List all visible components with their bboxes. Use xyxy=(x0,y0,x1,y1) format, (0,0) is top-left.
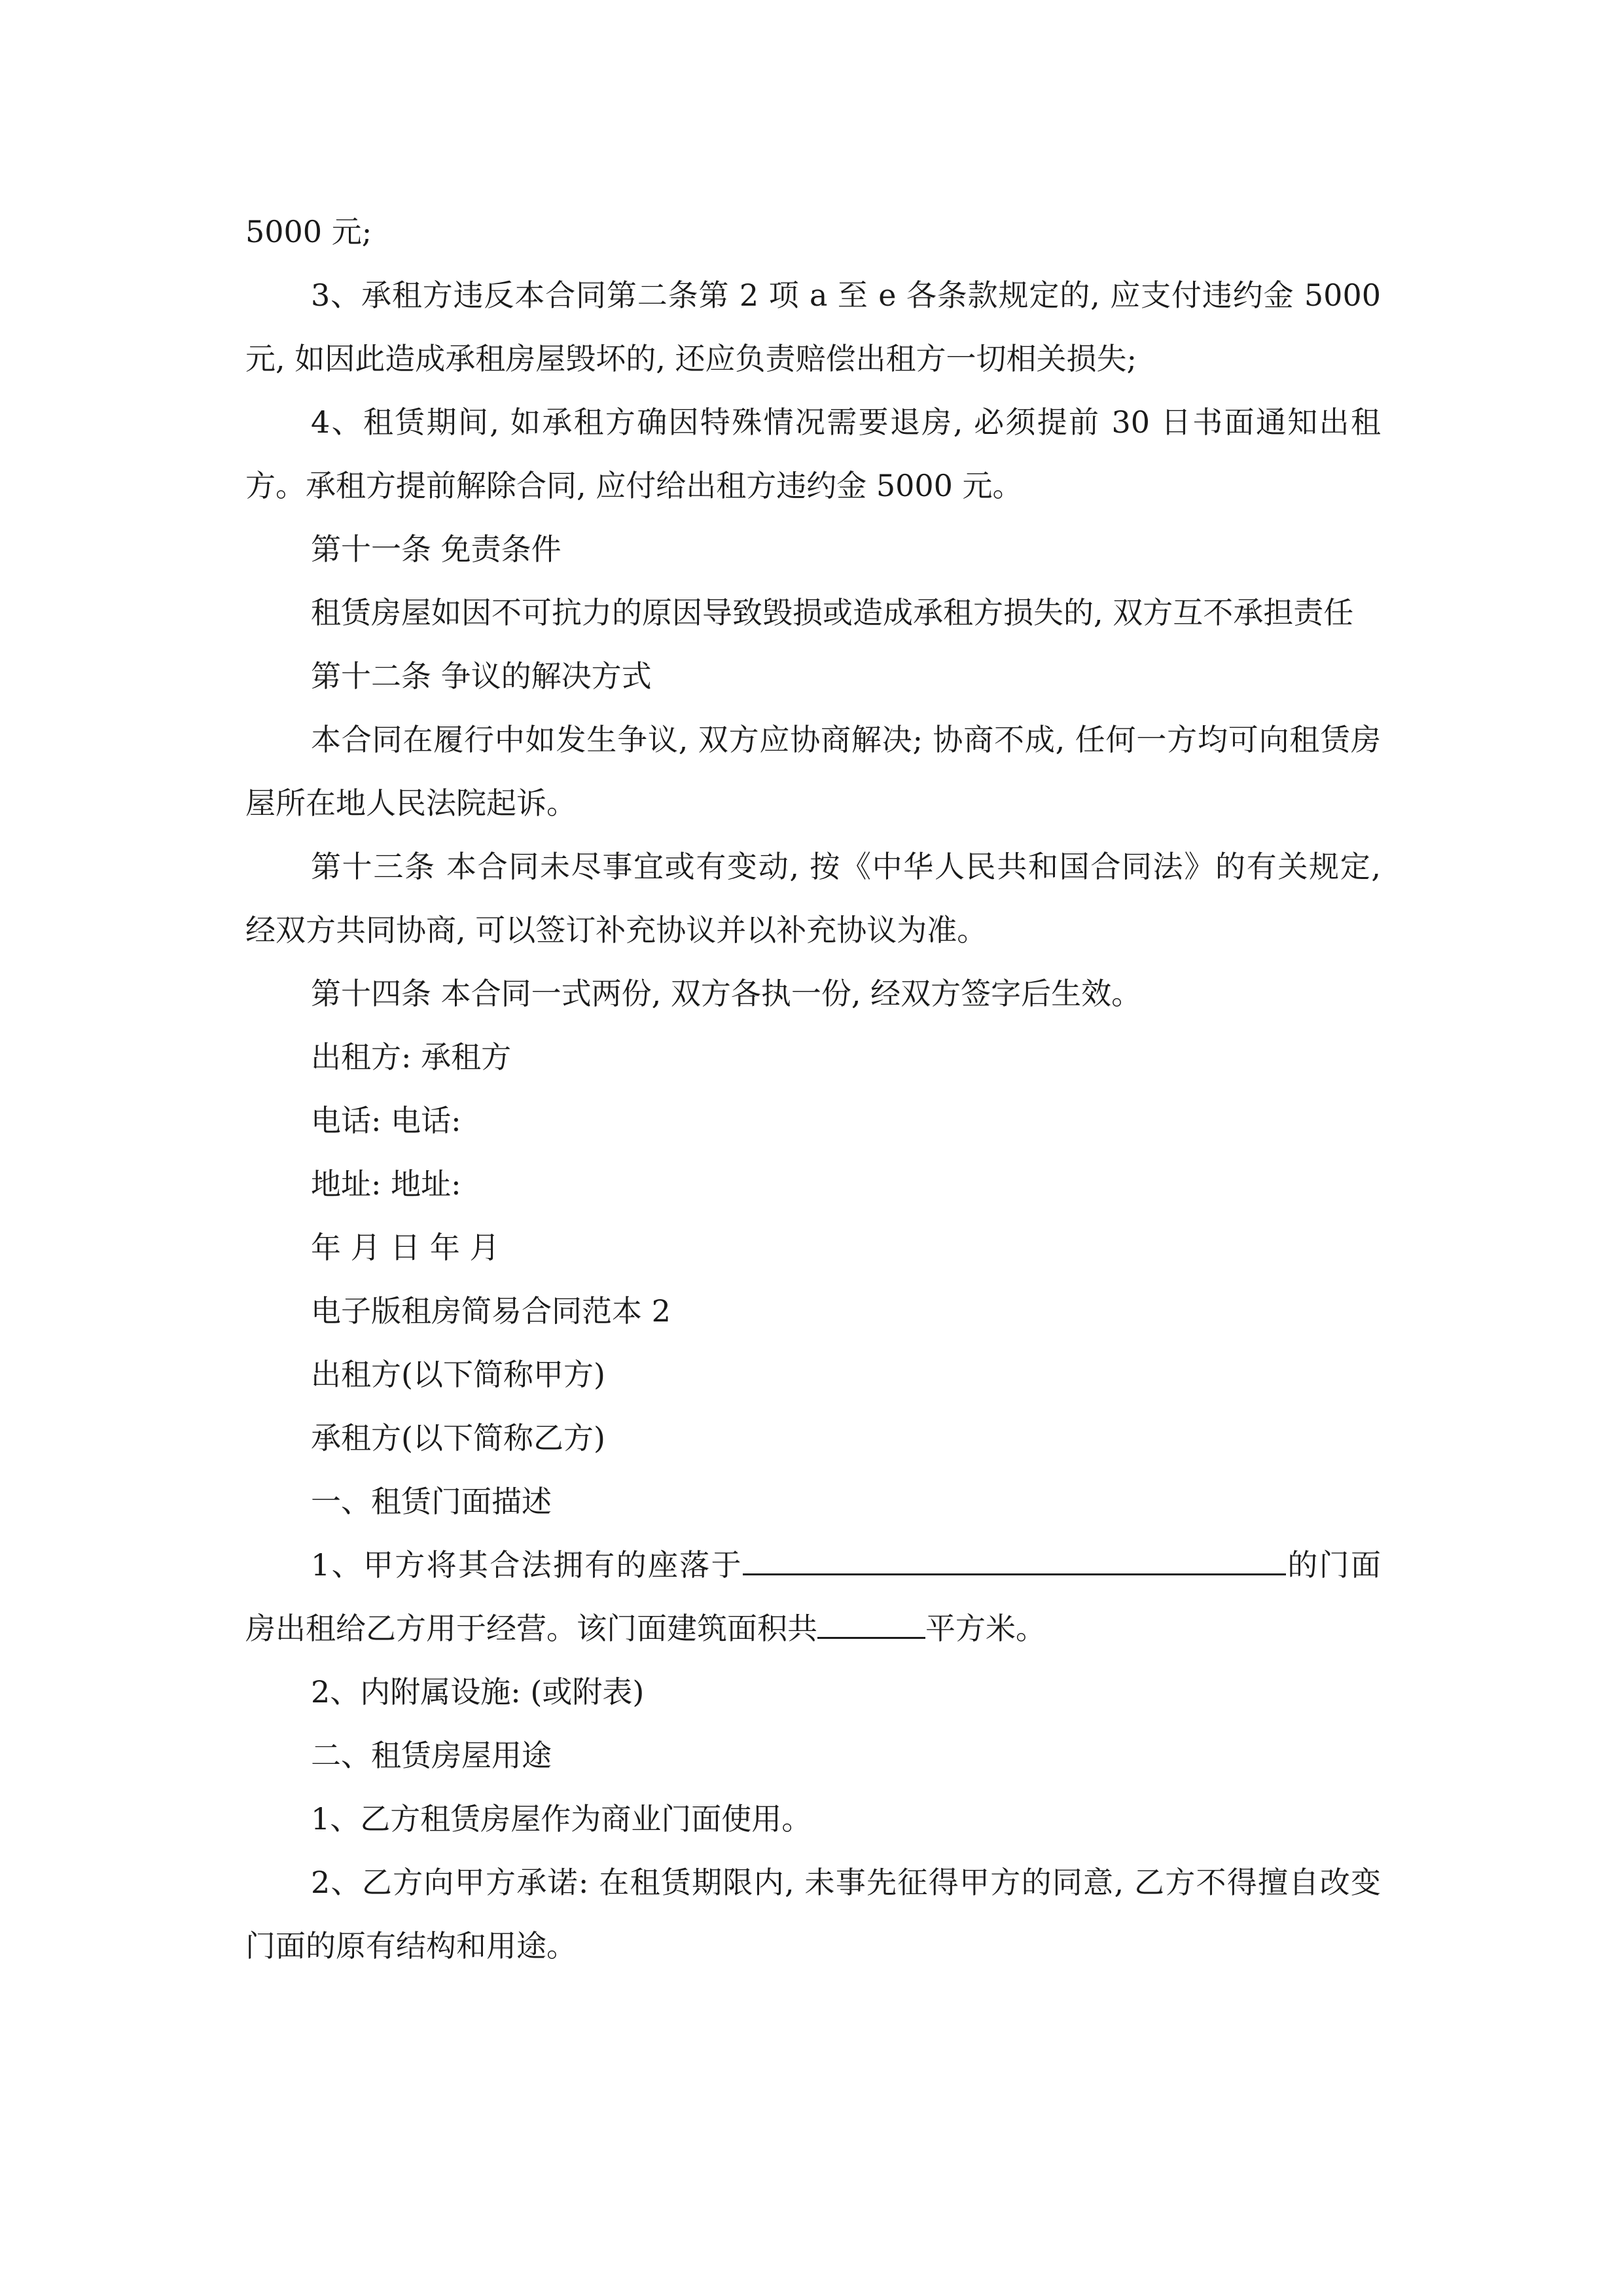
signature-addresses: 地址: 地址: xyxy=(311,1166,461,1202)
section-1-clause-2: 2、内附属设施: (或附表) xyxy=(311,1674,645,1710)
clause-1-text-c: 平方米。 xyxy=(925,1611,1046,1646)
area-blank xyxy=(817,1607,925,1639)
document-body xyxy=(245,200,1381,1978)
paragraph-clause-4: 4、租赁期间, 如承租方确因特殊情况需要退房, 必须提前 30 日书面通知出租方。承租方提前解除合同, 应付给出租方违约金 5000 元。 xyxy=(245,404,1381,503)
article-11-body: 租赁房屋如因不可抗力的原因导致毁损或造成承租方损失的, 双方互不承担责任 xyxy=(311,595,1354,630)
contract-2-title: 电子版租房简易合同范本 2 xyxy=(311,1293,671,1329)
party-b-line: 承租方(以下简称乙方) xyxy=(311,1420,605,1456)
article-11-heading: 第十一条 免责条件 xyxy=(311,531,562,567)
signature-parties: 出租方: 承租方 xyxy=(311,1039,512,1075)
section-1-heading: 一、租赁门面描述 xyxy=(311,1484,552,1519)
section-2-heading: 二、租赁房屋用途 xyxy=(311,1738,552,1773)
section-2-clause-1: 1、乙方租赁房屋作为商业门面使用。 xyxy=(311,1801,812,1837)
clause-1-text-a: 1、甲方将其合法拥有的座落于 xyxy=(311,1547,743,1583)
location-blank xyxy=(743,1543,1286,1575)
article-12-heading: 第十二条 争议的解决方式 xyxy=(311,658,652,694)
paragraph-clause-3: 3、承租方违反本合同第二条第 2 项 a 至 e 各条款规定的, 应支付违约金 5000 元, 如因此造成承租房屋毁坏的, 还应负责赔偿出租方一切相关损失; xyxy=(245,278,1381,376)
section-2-clause-2: 2、乙方向甲方承诺: 在租赁期限内, 未事先征得甲方的同意, 乙方不得擅自改变门面的原有结构和用途。 xyxy=(245,1865,1382,1964)
article-14: 第十四条 本合同一式两份, 双方各执一份, 经双方签字后生效。 xyxy=(311,976,1142,1011)
article-13: 第十三条 本合同未尽事宜或有变动, 按《中华人民共和国合同法》的有关规定, 经双方共同协商, 可以签订补充协议并以补充协议为准。 xyxy=(245,849,1381,948)
article-12-body: 本合同在履行中如发生争议, 双方应协商解决; 协商不成, 任何一方均可向租赁房屋所在地人民法院起诉。 xyxy=(245,722,1381,821)
clause-1-text-b: 的门面房出租给乙方用于经营。该门面建筑面积共 xyxy=(245,1547,1381,1646)
section-1-clause-1 xyxy=(245,1534,1381,1660)
signature-phones: 电话: 电话: xyxy=(311,1103,461,1138)
party-a-line: 出租方(以下简称甲方) xyxy=(311,1357,605,1392)
paragraph-continuation: 5000 元; xyxy=(245,214,372,249)
signature-dates: 年 月 日 年 月 xyxy=(311,1230,500,1265)
